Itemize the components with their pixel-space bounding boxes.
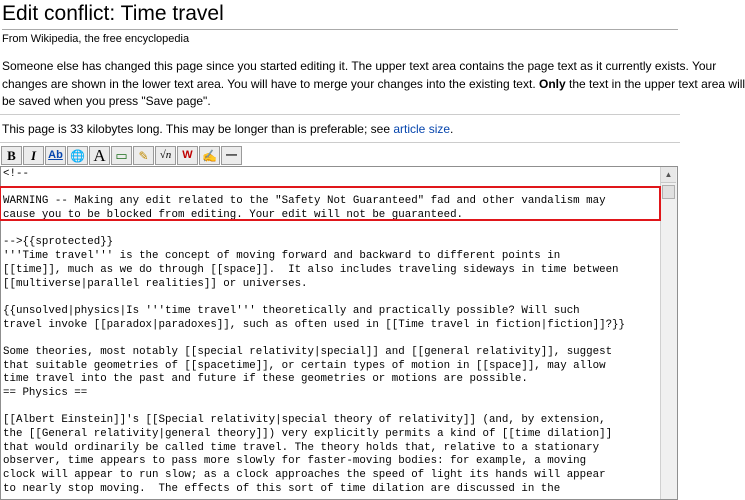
divider [0, 142, 680, 143]
edit-textarea[interactable] [0, 166, 678, 500]
textarea-line: [[Albert Einstein]]'s [[Special relativity|special theory of relativity]] (and, by extension, [3, 414, 606, 427]
textarea-line: WARNING -- Making any edit related to the "Safety Not Guaranteed" fad and other vandalism may [3, 195, 606, 208]
textarea-line [3, 332, 659, 346]
math-formula-button[interactable]: √n [155, 146, 176, 165]
notice-line-2-start: changes are shown in the lower text area. You will have to merge your changes into the existing text. [2, 76, 539, 91]
signature-button[interactable]: ✍ [199, 146, 220, 165]
textarea-line: [[time]], much as we do through [[space]]. It also includes traveling sideways in time between [3, 263, 619, 276]
notice-line-2 [2, 76, 745, 94]
textarea-line: time travel into the past and future if these geometries or motions are possible. [3, 373, 528, 386]
horizontal-line-button[interactable]: — [221, 146, 242, 165]
edit-conflict-notice [2, 58, 745, 111]
textarea-line: travel invoke [[paradox|paradoxes]], such as often used in [[Time travel in fiction|fiction]]?}} [3, 318, 626, 331]
textarea-line [3, 182, 659, 196]
embedded-image-button[interactable]: ▭ [111, 146, 132, 165]
notice-line-1: Someone else has changed this page since you started editing it. The upper text area contains the page text as it currently exists. Your [2, 59, 717, 73]
article-size-link[interactable]: article size [393, 122, 451, 136]
textarea-line: the [[General relativity|general theory]]) very explicitly permits a kind of [[time dilation]] [3, 428, 613, 441]
textarea-line: clock will appear to run slow; as a clock approaches the speed of light its hands will appear [3, 469, 606, 482]
media-file-button[interactable]: ✎ [133, 146, 154, 165]
nowiki-button[interactable]: W [177, 146, 198, 165]
scrollbar-thumb[interactable] [662, 185, 675, 199]
textarea-line [3, 223, 659, 237]
textarea-line: that suitable geometries of [[spacetime]], or certain types of motion in [[space]], may allow [3, 359, 606, 372]
textarea-line: '''Time travel''' is the concept of moving forward and backward to different points in [3, 250, 561, 263]
divider [0, 114, 680, 115]
textarea-line [3, 401, 659, 415]
edit-toolbar [1, 146, 242, 166]
textarea-line: -->{{sprotected}} [3, 236, 114, 249]
textarea-line: [[multiverse|parallel realities]] or universes. [3, 277, 308, 290]
scroll-up-arrow-icon[interactable]: ▲ [661, 167, 676, 183]
notice-line-2-end: the text in the upper text area will [565, 76, 745, 91]
external-link-button[interactable]: 🌐 [67, 146, 88, 165]
textarea-line: observer, time appears to pass more slowly for faster-moving bodies: for example, a moving [3, 455, 587, 468]
textarea-line: <!-- [3, 168, 29, 180]
textarea-line: that would ordinarily be called time travel. The theory holds that, relative to a stationary [3, 441, 600, 454]
notice-line-3: be saved when you press "Save page". [2, 94, 211, 108]
italic-button[interactable]: I [23, 146, 44, 165]
size-notice-text: This page is 33 kilobytes long. This may be longer than is preferable; see [2, 122, 394, 136]
textarea-scrollbar[interactable] [660, 167, 677, 499]
page-tagline: From Wikipedia, the free encyclopedia [2, 33, 190, 45]
internal-link-button[interactable]: Ab [45, 146, 66, 165]
headline-button[interactable]: A [89, 146, 110, 165]
page-size-notice [2, 122, 453, 137]
textarea-line: to nearly stop moving. The effects of this sort of time dilation are discussed in the [3, 482, 561, 495]
textarea-line [3, 291, 659, 305]
textarea-line: == Physics == [3, 387, 88, 399]
page-title: Edit conflict: Time travel [2, 0, 678, 30]
edit-textarea-content[interactable] [3, 168, 659, 497]
textarea-line: Some theories, most notably [[special relativity|special]] and [[general relativity]], suggest [3, 345, 613, 358]
textarea-line: {{unsolved|physics|Is '''time travel''' theoretically and practically possible? Will such [3, 304, 580, 317]
size-notice-end: . [450, 122, 454, 136]
textarea-line: cause you to be blocked from editing. Your edit will not be guaranteed. [3, 209, 464, 222]
notice-only-bold: Only [538, 76, 566, 91]
bold-button[interactable]: B [1, 146, 22, 165]
